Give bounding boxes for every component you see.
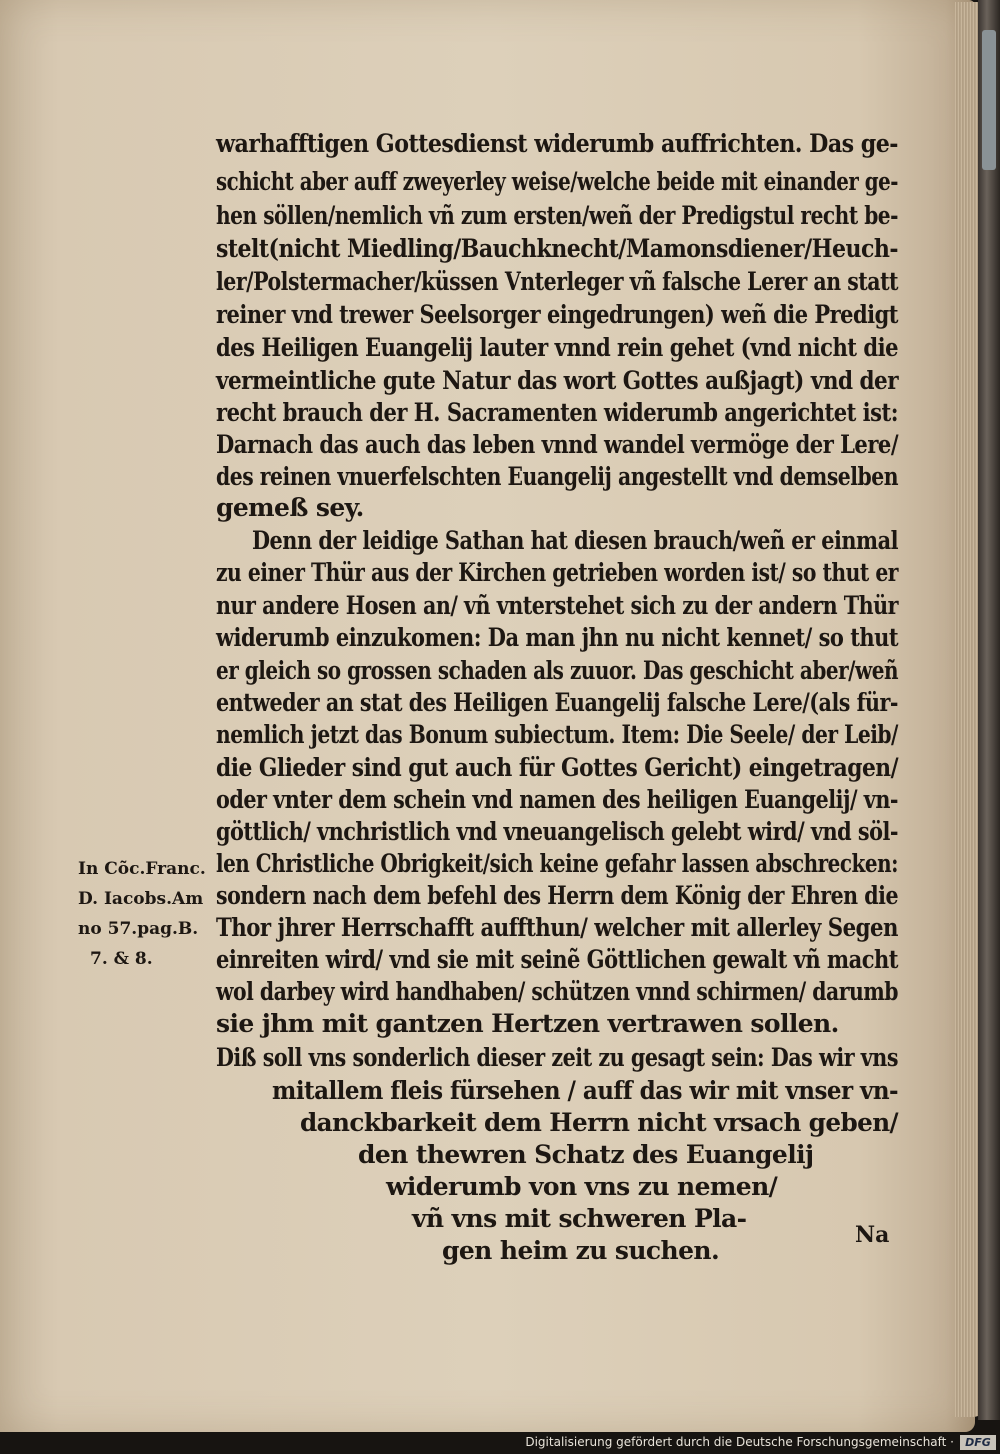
- text-line: göttlich/ vnchristlich vnd vneuangelisch gelebt wird/ vnd söl-: [216, 817, 898, 846]
- margin-note-line: In Cõc.Franc.: [78, 859, 206, 879]
- text-line: des reinen vnuerfelschten Euangelij angestellt vnd demselben: [216, 462, 899, 491]
- text-line: widerumb von vns zu nemen/: [386, 1172, 778, 1201]
- footer-credit-text: Digitalisierung gefördert durch die Deutsche Forschungsgemeinschaft ·: [525, 1435, 954, 1449]
- text-line: sondern nach dem befehl des Herrn dem König der Ehren die: [216, 881, 899, 910]
- text-line: widerumb einzukomen: Da man jhn nu nicht kennet/ so thut: [216, 623, 899, 652]
- text-line: vermeintliche gute Natur das wort Gottes außjagt) vnd der: [216, 366, 899, 395]
- dfg-logo: DFG: [960, 1435, 996, 1450]
- text-line: danckbarkeit dem Herrn nicht vrsach geben/: [300, 1108, 898, 1137]
- text-line: Thor jhrer Herrschafft auffthun/ welcher mit allerley Segen: [216, 913, 898, 942]
- text-line: wol darbey wird handhaben/ schützen vnnd schirmen/ darumb: [216, 977, 899, 1006]
- margin-note-line: no 57.pag.B.: [78, 919, 199, 939]
- digitization-footer: [525, 1432, 1000, 1454]
- text-line: nemlich jetzt das Bonum subiectum. Item: Die Seele/ der Leib/: [216, 720, 898, 749]
- margin-note-line: 7. & 8.: [90, 949, 153, 969]
- text-line: Denn der leidige Sathan hat diesen brauch/weñ er einmal: [252, 526, 898, 555]
- text-line: schicht aber auff zweyerley weise/welche beide mit einander ge-: [216, 167, 898, 196]
- text-line: warhafftigen Gottesdienst widerumb auffrichten. Das ge-: [216, 129, 898, 158]
- cover-label-patch: [982, 30, 996, 170]
- text-line: recht brauch der H. Sacramenten widerumb angerichtet ist:: [216, 398, 898, 427]
- text-line: sie jhm mit gantzen Hertzen vertrawen sollen.: [216, 1009, 839, 1038]
- book-cover-edge: [978, 0, 1000, 1420]
- text-line: des Heiligen Euangelij lauter vnnd rein gehet (vnd nicht die: [216, 333, 899, 362]
- text-line: den thewren Schatz des Euangelij: [358, 1140, 814, 1169]
- text-line: gen heim zu suchen.: [442, 1236, 720, 1265]
- text-line: len Christliche Obrigkeit/sich keine gefahr lassen abschrecken:: [216, 849, 898, 878]
- text-line: mitallem fleis fürsehen / auff das wir mit vnser vn-: [272, 1076, 899, 1105]
- text-line: zu einer Thür aus der Kirchen getrieben worden ist/ so thut er: [216, 558, 899, 587]
- text-line: stelt(nicht Miedling/Bauchknecht/Mamonsdiener/Heuch-: [216, 234, 899, 263]
- text-line: entweder an stat des Heiligen Euangelij falsche Lere/(als für-: [216, 688, 899, 717]
- text-line: gemeß sey.: [216, 493, 364, 522]
- text-line: vñ vns mit schweren Pla-: [412, 1204, 747, 1233]
- text-line: die Glieder sind gut auch für Gottes Gericht) eingetragen/: [216, 753, 899, 782]
- text-line: Diß soll vns sonderlich dieser zeit zu gesagt sein: Das wir vns: [216, 1043, 898, 1072]
- text-line: einreiten wird/ vnd sie mit seinẽ Göttlichen gewalt vñ macht: [216, 945, 898, 974]
- text-line: oder vnter dem schein vnd namen des heiligen Euangelij/ vn-: [216, 785, 899, 814]
- margin-note-line: D. Iacobs.Am: [78, 889, 204, 909]
- text-line: Darnach das auch das leben vnnd wandel vermöge der Lere/: [216, 430, 899, 459]
- catchword: Na: [855, 1222, 890, 1248]
- text-line: ler/Polstermacher/küssen Vnterleger vñ falsche Lerer an statt: [216, 267, 899, 296]
- text-line: hen söllen/nemlich vñ zum ersten/weñ der Predigstul recht be-: [216, 201, 899, 230]
- text-line: nur andere Hosen an/ vñ vnterstehet sich zu der andern Thür: [216, 591, 899, 620]
- text-line: er gleich so grossen schaden als zuuor. Das geschicht aber/weñ: [216, 656, 899, 685]
- text-line: reiner vnd trewer Seelsorger eingedrungen) weñ die Predigt: [216, 300, 898, 329]
